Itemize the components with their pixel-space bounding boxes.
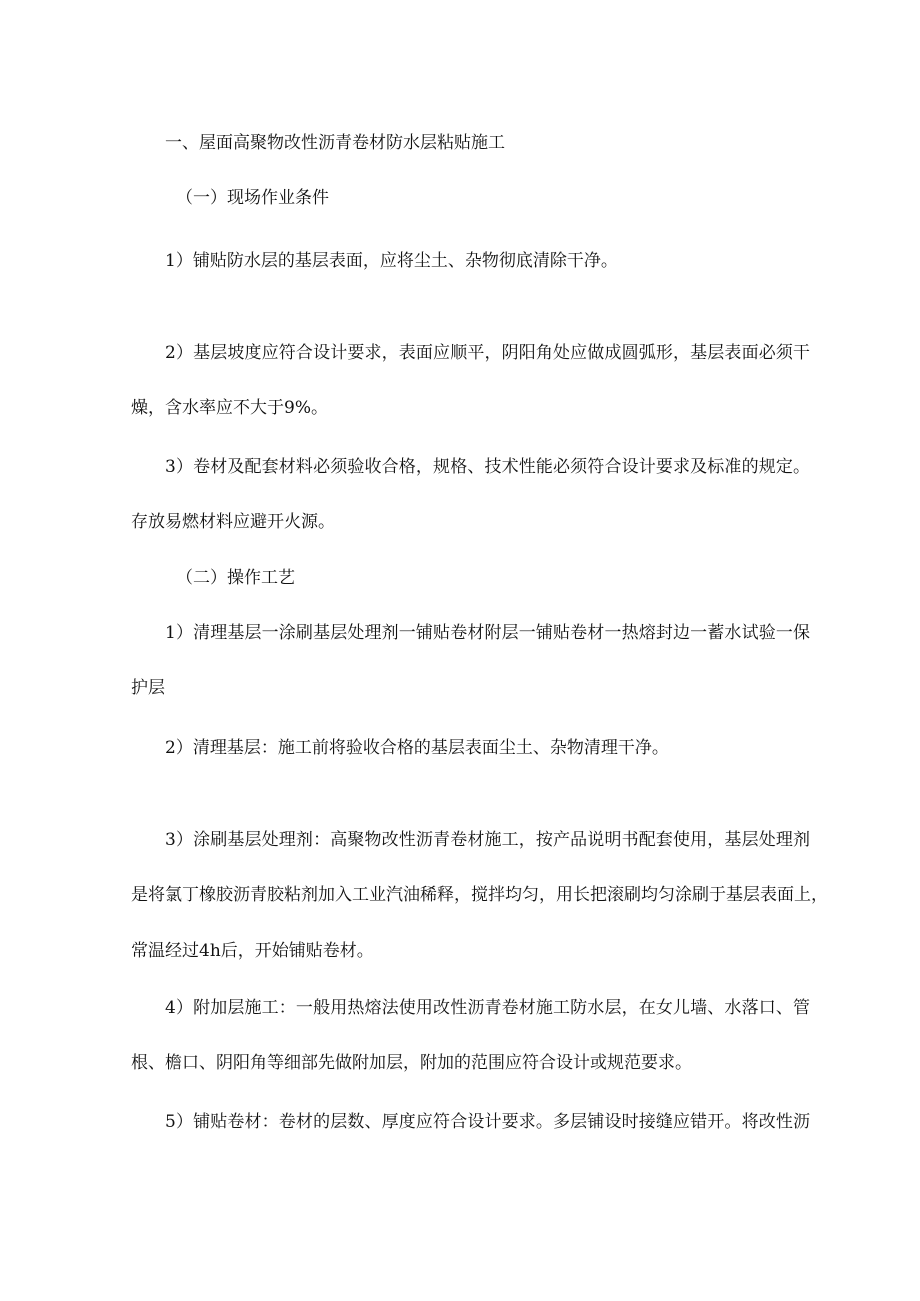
paragraph-line: 5）铺贴卷材：卷材的层数、厚度应符合设计要求。多层铺设时接缝应错开。将改性沥 [165, 1112, 810, 1132]
paragraph-line: 1）清理基层一涂刷基层处理剂一铺贴卷材附层一铺贴卷材一热熔封边一蓄水试验一保 [165, 623, 810, 643]
paragraph-line: 常温经过4h后，开始铺贴卷材。 [131, 941, 374, 961]
section-title: （一）现场作业条件 [176, 188, 329, 208]
paragraph-line: 根、檐口、阴阳角等细部先做附加层，附加的范围应符合设计或规范要求。 [131, 1053, 692, 1073]
paragraph-line: 护层 [131, 678, 165, 698]
paragraph-line: 燥，含水率应不大于9%。 [131, 398, 328, 418]
paragraph-line: 3）涂刷基层处理剂：高聚物改性沥青卷材施工，按产品说明书配套使用，基层处理剂 [165, 830, 810, 850]
section-title: （二）操作工艺 [176, 568, 295, 588]
heading: 一、屋面高聚物改性沥青卷材防水层粘贴施工 [165, 133, 505, 153]
paragraph-line: 3）卷材及配套材料必须验收合格，规格、技术性能必须符合设计要求及标准的规定。 [165, 457, 810, 477]
paragraph-line: 是将氯丁橡胶沥青胶粘剂加入工业汽油稀释，搅拌均匀，用长把滚刷均匀涂刷于基层表面上， [131, 885, 828, 905]
paragraph-line: 存放易燃材料应避开火源。 [131, 512, 335, 532]
paragraph-line: 2）清理基层：施工前将验收合格的基层表面尘土、杂物清理干净。 [165, 738, 669, 758]
paragraph-line: 2）基层坡度应符合设计要求，表面应顺平，阴阳角处应做成圆弧形，基层表面必须干 [165, 343, 810, 363]
paragraph-line: 1）铺贴防水层的基层表面，应将尘土、杂物彻底清除干净。 [165, 251, 618, 271]
paragraph-line: 4）附加层施工：一般用热熔法使用改性沥青卷材施工防水层，在女儿墙、水落口、管 [165, 998, 810, 1018]
